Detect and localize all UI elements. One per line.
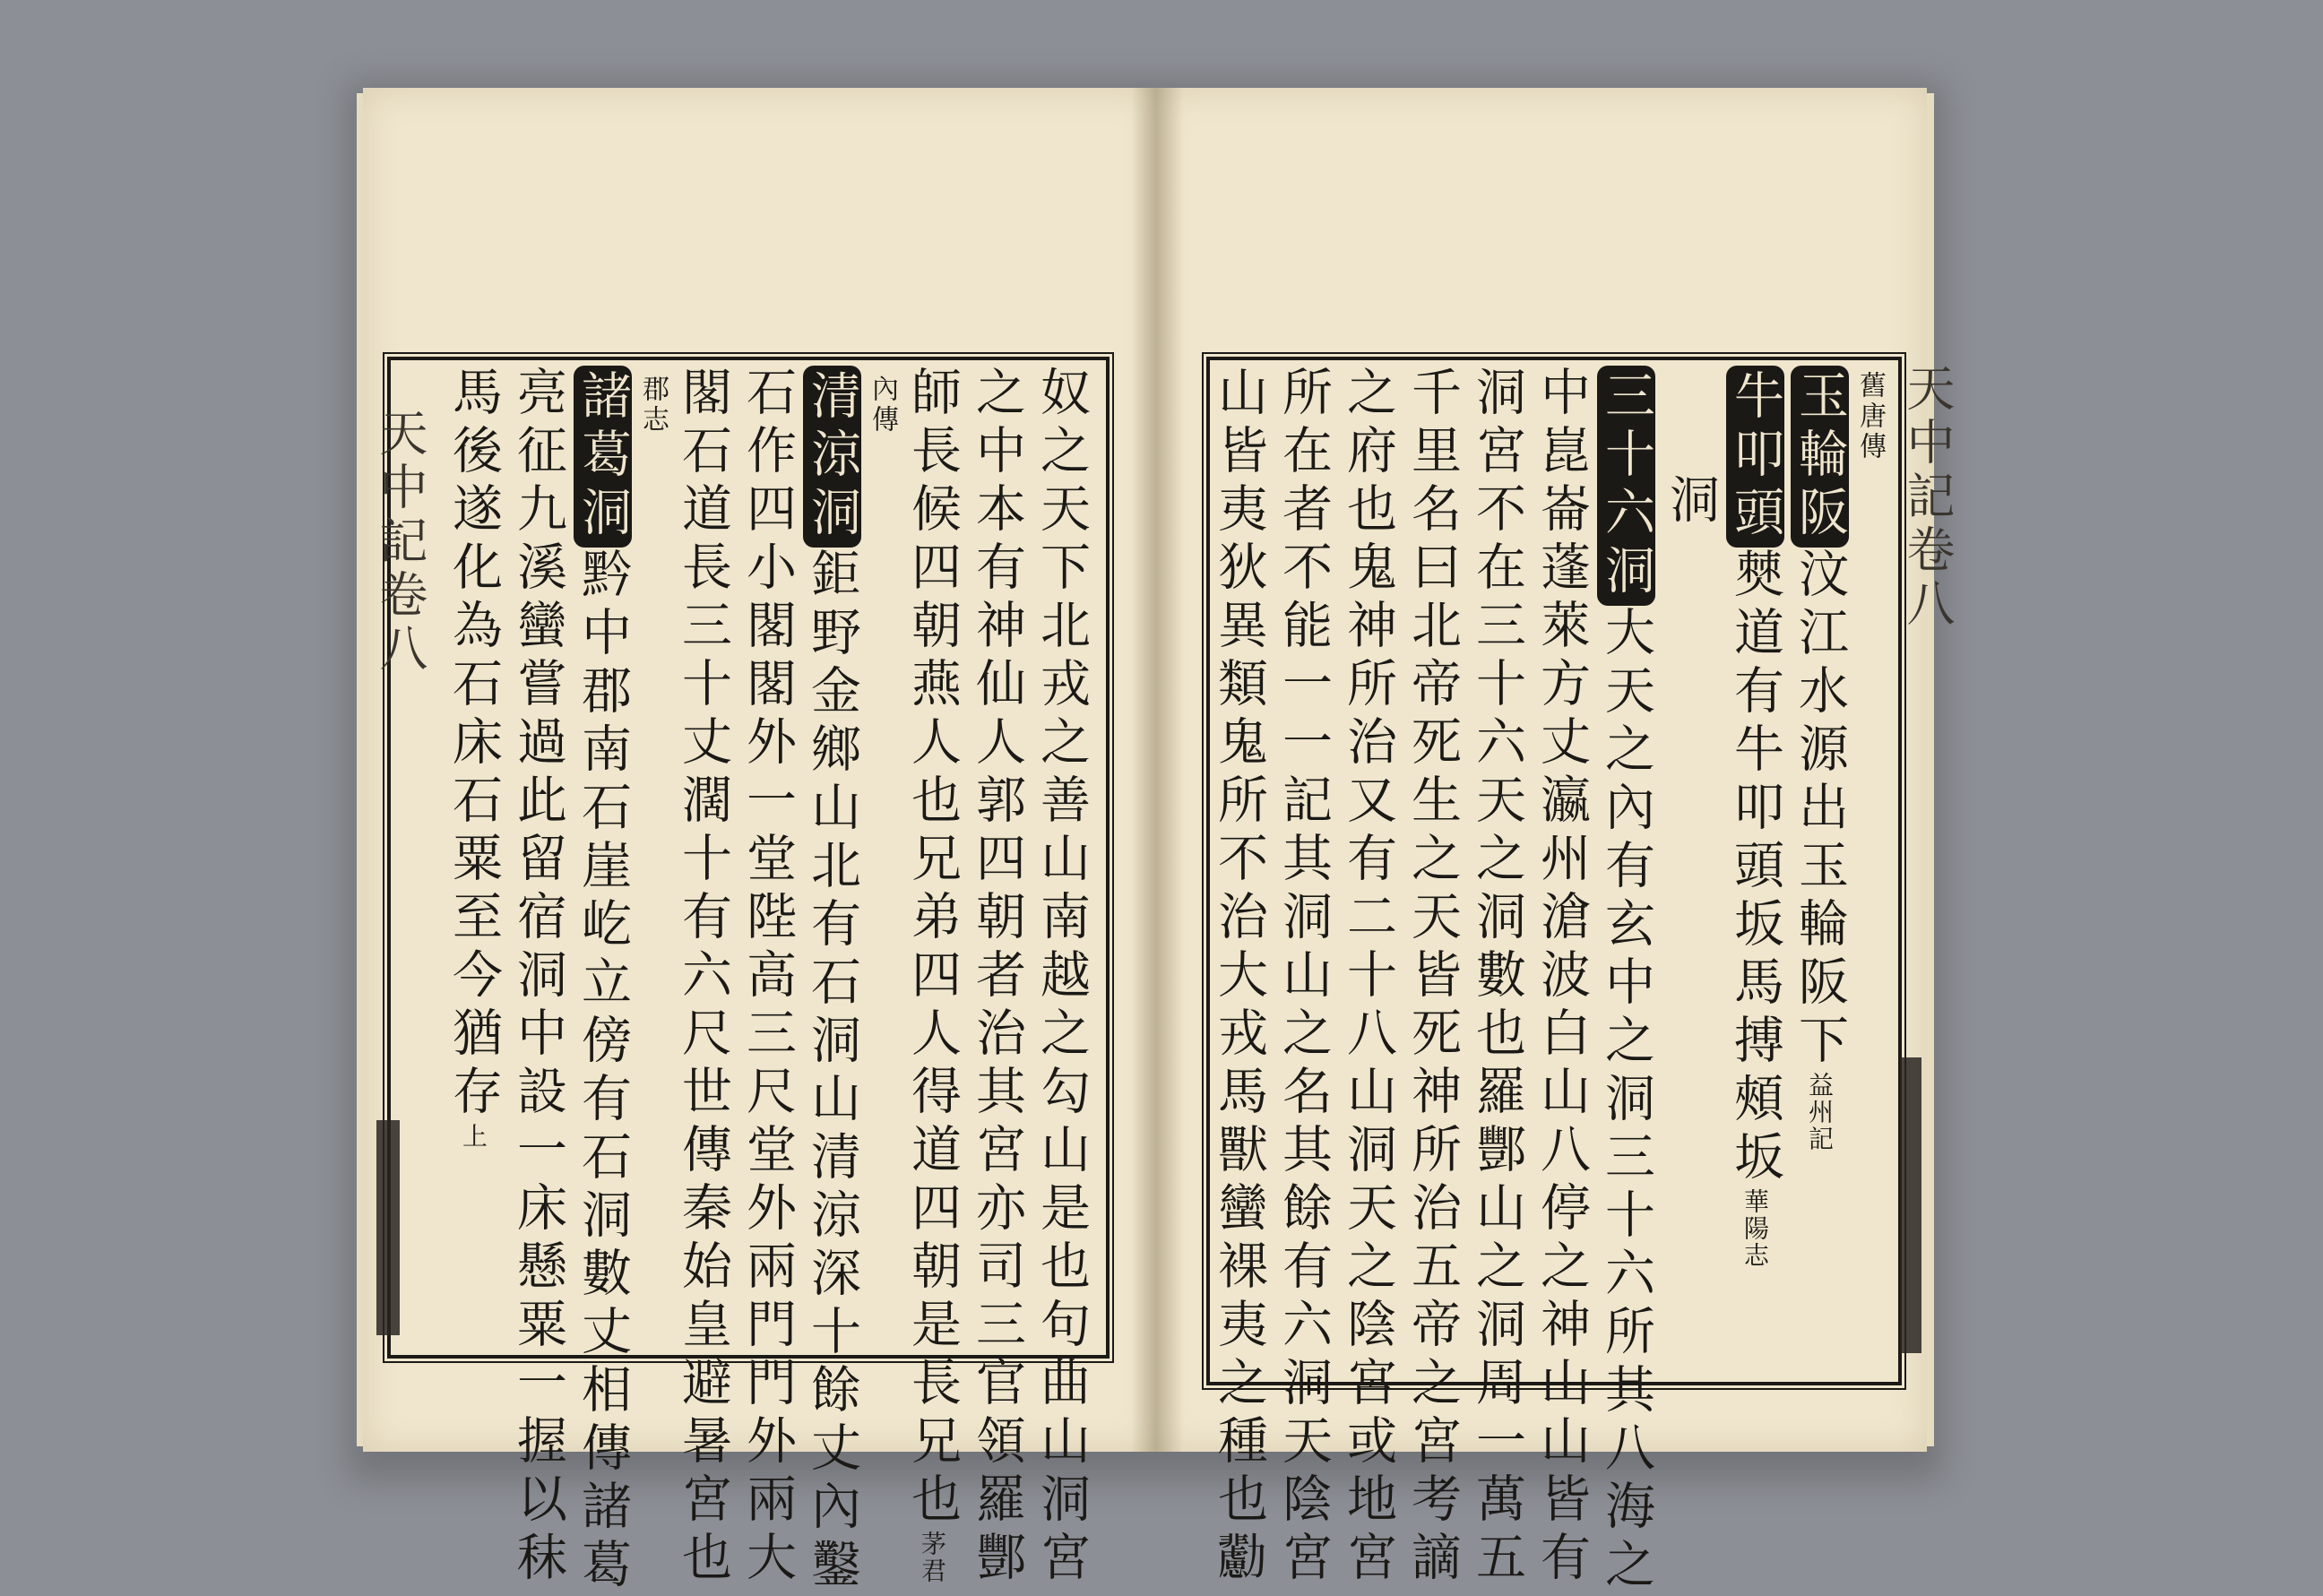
- column-4: [1658, 366, 1723, 1468]
- entry-heading: 清涼洞: [803, 366, 861, 548]
- column-8: 郡志: [637, 375, 669, 436]
- column-11: 山皆夷狄異類鬼所不治大戎馬獸蠻裸夷之種也𠣊: [1210, 366, 1268, 1589]
- right-text-block: [1210, 366, 1887, 1596]
- column-9: 之府也鬼神所治又有二十八山洞天之陰宮或地宮: [1339, 366, 1397, 1589]
- column-7: 洞宮不在三十六天之洞數也羅酆山之洞周一萬五: [1468, 366, 1526, 1589]
- column-2: 之中本有神仙人郭四朝者治其宮亦司三官領羅酆: [968, 366, 1026, 1589]
- column-9: 諸葛洞黔中郡南石崖屹立傍有石洞數丈相傳諸葛: [570, 366, 635, 1342]
- column-5: 清涼洞鉅野金鄉山北有石洞山清涼深十餘丈內鑿: [799, 366, 864, 1342]
- column-6: 石作四小閣閣外一堂陛高三尺堂外兩門門外兩大: [738, 366, 797, 1589]
- column-10: 所在者不能一一記其洞山之名其餘有六洞天陰宮: [1274, 366, 1333, 1589]
- column-1: 舊唐傳: [1854, 371, 1886, 462]
- column-6: 中崑崙蓬萊方丈瀛州滄波白山八停之神山山皆有: [1533, 366, 1591, 1589]
- column-4: 內傳: [867, 375, 898, 436]
- entry-heading: 三十六洞: [1597, 366, 1655, 606]
- column-5: 三十六洞大天之內有玄中之洞三十六所其八海之: [1593, 366, 1658, 1360]
- column-10: 亮征九溪蠻嘗過此留宿洞中設一床懸粟一握以秣: [509, 366, 567, 1589]
- entry-heading: 牛叩頭: [1726, 366, 1784, 548]
- entry-heading: 玉輪阪: [1791, 366, 1849, 548]
- right-margin-title: 天中記卷八: [1899, 363, 1956, 632]
- column-8: 千里名曰北帝死生之天皆死神所治五帝之宮考謫: [1403, 366, 1462, 1589]
- column-11: 馬後遂化為石床石粟至今猶存上: [445, 366, 503, 1150]
- left-margin-title: 天中記卷八: [372, 408, 428, 677]
- column-2: 玉輪阪汶江水源出玉輪阪下益州記: [1787, 366, 1852, 1360]
- left-text-block: [398, 366, 1093, 1596]
- column-1: 奴之天下北戎之善山南越之勾山是也句曲山洞宮: [1032, 366, 1091, 1589]
- column-7: 閣石道長三十丈濶十有六尺世傳秦始皇避暑宮也: [674, 366, 732, 1589]
- right-margin-blot: [1900, 1057, 1921, 1353]
- book-gutter: [1131, 88, 1183, 1452]
- left-margin-blot: [376, 1120, 400, 1335]
- entry-heading: 諸葛洞: [574, 366, 632, 548]
- column-3: 牛叩頭僰道有牛叩頭坂馬搏頰坂華陽志: [1723, 366, 1787, 1360]
- column-3: 師長候四朝燕人也兄弟四人得道四朝是長兄也茅君: [903, 366, 962, 1584]
- section-title: 洞: [1662, 473, 1720, 531]
